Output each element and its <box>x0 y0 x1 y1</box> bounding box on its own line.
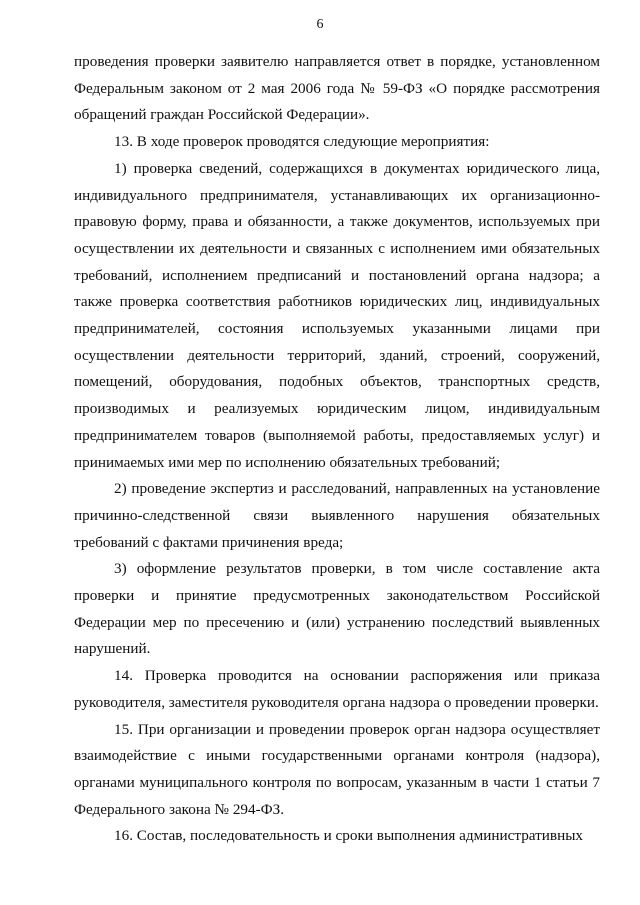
paragraph-14: 14. Проверка проводится на основании распоряжения или приказа руководителя, заместителя руководителя органа надзора о проведении проверки. <box>74 667 600 711</box>
paragraph-13: 13. В ходе проверок проводятся следующие мероприятия: <box>114 133 490 151</box>
paragraph-continuation: проведения проверки заявителю направляется ответ в порядке, установленном Федеральным законом от 2 мая 2006 года № 59-ФЗ «О порядке рассмотрения обращений граждан Российской Федерации». <box>74 53 600 124</box>
paragraph-13-item-3: 3) оформление результатов проверки, в том числе составление акта проверки и принятие предусмотренных законодательством Российской Федерации мер по пресечению и (или) устранению последствий выявленных нарушений. <box>74 560 600 658</box>
paragraph-15: 15. При организации и проведении проверок орган надзора осуществляет взаимодействие с иными государственными органами контроля (надзора), органами муниципального контроля по вопросам, указанным в части 1 статьи 7 Федерального закона № 294-ФЗ. <box>74 720 600 818</box>
paragraph-13-item-2: 2) проведение экспертиз и расследований, направленных на установление причинно-следственной связи выявленного нарушения обязательных требований с фактами причинения вреда; <box>74 480 600 551</box>
paragraph-13-item-1: 1) проверка сведений, содержащихся в документах юридического лица, индивидуального предпринимателя, устанавливающих их организационно-правовую форму, права и обязанности, а также документов, используемых при осуществлении их деятельности и связанных с исполнением ими обязательных требований, исполнением предписаний и постановлений органа надзора; а также проверка соответствия работников юридических лиц, индивидуальных предпринимателей, состояния используемых указанными лицами при осуществлении деятельности территорий, зданий, строений, сооружений, помещений, оборудования, подобных объектов, транспортных средств, производимых и реализуемых юридическим лицом, индивидуальным предпринимателем товаров (выполняемой работы, предоставляемых услуг) и принимаемых ими мер по исполнению обязательных требований; <box>74 159 600 471</box>
paragraph-16: 16. Состав, последовательность и сроки выполнения административных <box>114 827 584 845</box>
page-number: 6 <box>316 17 324 32</box>
document-body <box>74 49 600 850</box>
